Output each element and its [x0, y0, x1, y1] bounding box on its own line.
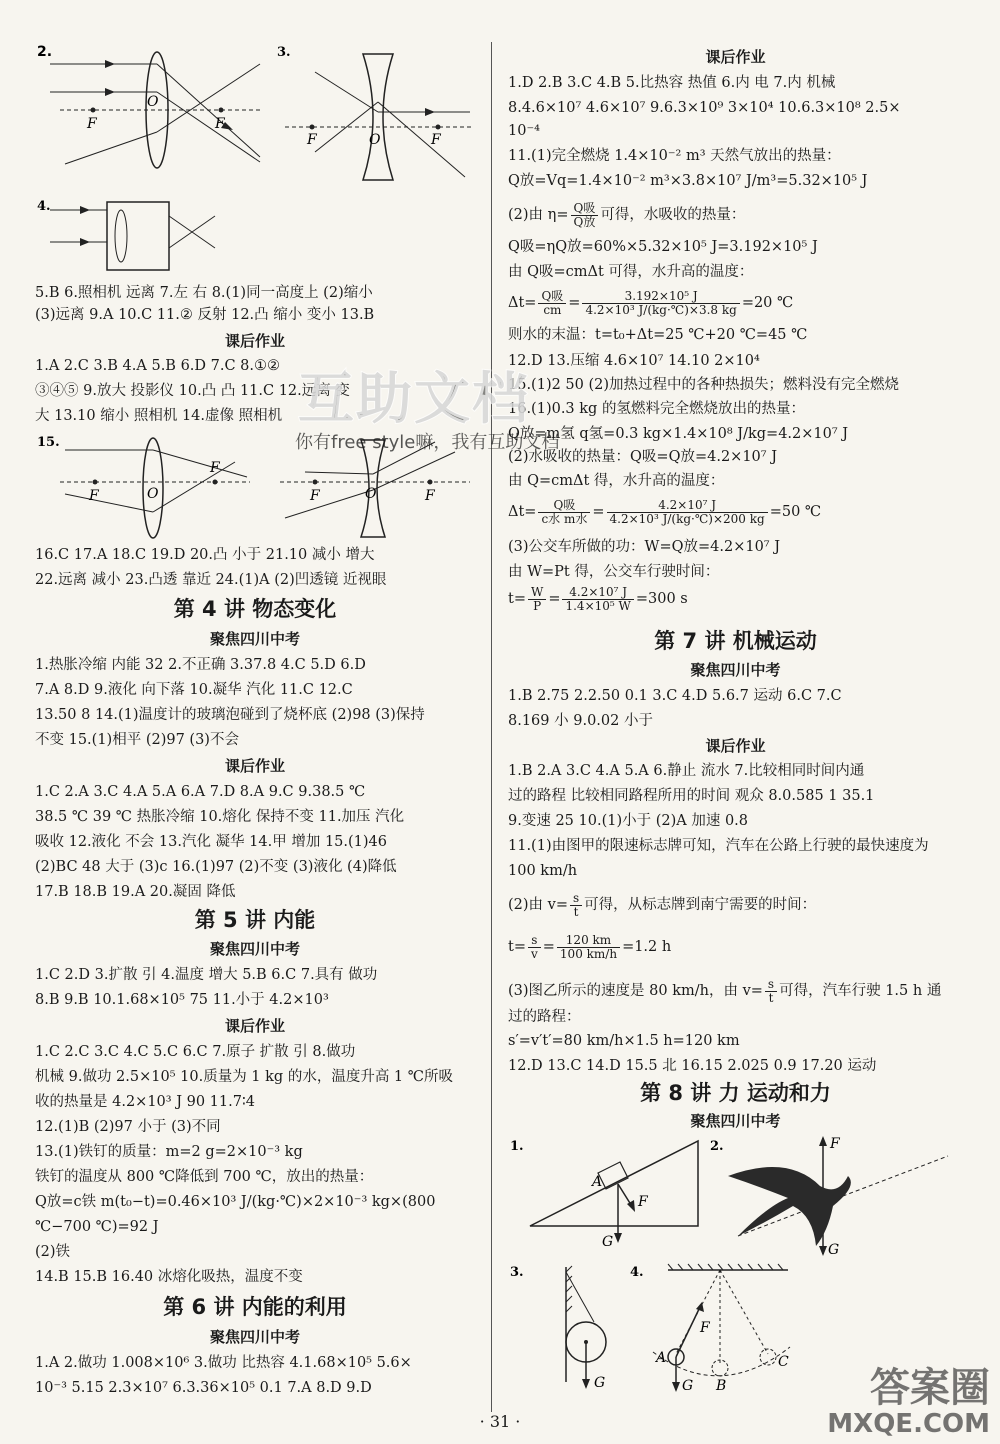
svg-text:F: F [215, 116, 225, 132]
figure-pendulum [628, 1262, 828, 1397]
text-line: 13.50 8 14.(1)温度计的玻璃泡碰到了烧杯底 (2)98 (3)保持 [35, 707, 425, 723]
text-line: 100 km/h [508, 863, 578, 879]
text-line: 由 W=Pt 得，公交车行驶时间： [508, 564, 720, 580]
text-line: (2)水吸收的热量：Q吸=Q放=4.2×10⁷ J [508, 449, 778, 465]
text-line: 铁钉的温度从 800 ℃降低到 700 ℃，放出的热量： [35, 1169, 374, 1185]
watermark-logo: 互助文档 [298, 367, 530, 432]
svg-text:A: A [656, 1350, 667, 1366]
formula-line: t= $\frac{W}{P}$ = $\frac{\text{4.2×10⁷ J}}{\text{1.4×10⁵ W}}$ =300 s [508, 584, 688, 613]
svg-text:O: O [147, 486, 159, 502]
text-line: (2)BC 48 大于 (3)c 16.(1)97 (2)不变 (3)液化 (4)降低 [35, 859, 397, 875]
text-line: (3)远离 9.A 10.C 11.② 反射 12.凸 缩小 变小 13.B [35, 307, 375, 323]
svg-text:2.: 2. [710, 1139, 724, 1154]
column-divider [491, 42, 492, 1412]
page-number: · 31 · [479, 1412, 521, 1431]
text-line: Q放=m氢 q氢=0.3 kg×1.4×10⁸ J/kg=4.2×10⁷ J [508, 426, 849, 442]
text-line: 1.C 2.D 3.扩散 引 4.温度 增大 5.B 6.C 7.具有 做功 [35, 967, 378, 983]
figure-swallow [708, 1136, 958, 1261]
text-line: 1.D 2.B 3.C 4.B 5.比热容 热值 6.内 电 7.内 机械 [508, 75, 836, 91]
svg-text:4.: 4. [37, 199, 51, 214]
svg-text:F: F [830, 1136, 840, 1152]
text-line: Q放=Vq=1.4×10⁻² m³×3.8×10⁷ J/m³=5.32×10⁵ J [508, 173, 868, 189]
text-line: Q放=c铁 m(t₀−t)=0.46×10³ J/(kg·℃)×2×10⁻³ kg×(800 [35, 1194, 436, 1210]
figure-convex-lens-q2 [35, 42, 265, 172]
section-heading: 课后作业 [224, 1017, 285, 1035]
section-heading: 聚焦四川中考 [209, 630, 300, 648]
formula-line: t= $\frac{s}{v}$ = $\frac{120 km}{100 km/h}$ =1.2 h [508, 932, 672, 961]
text-line: 10⁻⁴ [508, 123, 540, 139]
q2-label: 2. [37, 44, 53, 60]
text-line: 则水的末温：t=t₀+Δt=25 ℃+20 ℃=45 ℃ [508, 327, 808, 343]
text-line: 5.B 6.照相机 远离 7.左 右 8.(1)同一高度上 (2)缩小 [35, 285, 373, 301]
text-line: 15.(1)2 50 (2)加热过程中的各种热损失；燃料没有完全燃烧 [508, 377, 900, 393]
text-line: 机械 9.做功 2.5×10⁵ 10.质量为 1 kg 的水，温度升高 1 ℃所吸 [35, 1069, 453, 1085]
text-line: (3)公交车所做的功：W=Q放=4.2×10⁷ J [508, 539, 781, 555]
svg-text:O: O [369, 132, 381, 148]
text-line: 8.B 9.B 10.1.68×10⁵ 75 11.小于 4.2×10³ [35, 992, 329, 1008]
text-line: 不变 15.(1)相平 (2)97 (3)不会 [35, 732, 239, 748]
figure-hanging-ball [508, 1262, 618, 1397]
text-line: 10⁻³ 5.15 2.3×10⁷ 6.3.36×10⁵ 0.1 7.A 8.D 9.D [35, 1380, 372, 1396]
figure-lens-box-q4 [35, 196, 245, 276]
text-line: 1.A 2.做功 1.008×10⁶ 3.做功 比热容 4.1.68×10⁵ 5.6× [35, 1355, 412, 1371]
svg-text:F: F [307, 132, 317, 148]
svg-text:A: A [592, 1174, 603, 1190]
text-line: 17.B 18.B 19.A 20.凝固 降低 [35, 884, 236, 900]
text-line: 16.C 17.A 18.C 19.D 20.凸 小于 21.10 减小 增大 [35, 547, 375, 563]
text-line: 1.热胀冷缩 内能 32 2.不正确 3.37.8 4.C 5.D 6.D [35, 657, 366, 673]
formula-line: Δt= $\frac{\text{Q吸}}{cm}$ = $\frac{\text{3.192×10⁵ J}}{\text{4.2×10³ J/(kg·℃)×3.8 kg}}$ =20 ℃ [508, 288, 794, 317]
svg-text:F: F [310, 488, 320, 504]
chapter-title: 第 8 讲 力 运动和力 [640, 1081, 831, 1105]
svg-text:C: C [778, 1354, 789, 1370]
formula-line: (3)图乙所示的速度是 80 km/h，由 v= $\frac{s}{t}$ 可得，汽车行驶 1.5 h 通 [508, 976, 942, 1005]
text-line: 13.(1)铁钉的质量：m=2 g=2×10⁻³ kg [35, 1144, 303, 1160]
section-heading: 课后作业 [224, 332, 285, 350]
svg-text:G: G [828, 1242, 840, 1258]
text-line: 11.(1)由图甲的限速标志牌可知，汽车在公路上行驶的最快速度为 [508, 838, 929, 854]
svg-text:15.: 15. [37, 435, 60, 450]
text-line: 12.D 13.压缩 4.6×10⁷ 14.10 2×10⁴ [508, 353, 760, 369]
svg-text:F: F [89, 488, 99, 504]
text-line: 11.(1)完全燃烧 1.4×10⁻² m³ 天然气放出的热量： [508, 148, 841, 164]
svg-text:O: O [365, 486, 377, 502]
section-heading: 聚焦四川中考 [690, 1112, 781, 1130]
text-line: 1.C 2.C 3.C 4.C 5.C 6.C 7.原子 扩散 引 8.做功 [35, 1044, 356, 1060]
chapter-title: 第 7 讲 机械运动 [654, 629, 817, 653]
text-line: 38.5 ℃ 39 ℃ 热胀冷缩 10.熔化 保持不变 11.加压 汽化 [35, 809, 405, 825]
figure-block-on-incline [508, 1136, 708, 1251]
text-line: 1.B 2.A 3.C 4.A 5.A 6.静止 流水 7.比较相同时间内通 [508, 763, 865, 779]
svg-text:F: F [700, 1320, 710, 1336]
svg-text:F: F [431, 132, 441, 148]
svg-text:G: G [602, 1234, 614, 1250]
svg-text:F: F [638, 1194, 648, 1210]
chapter-title: 第 6 讲 内能的利用 [163, 1295, 347, 1319]
text-line: 由 Q=cmΔt 得，水升高的温度： [508, 473, 725, 489]
svg-text:F: F [425, 488, 435, 504]
text-line: ℃−700 ℃)=92 J [35, 1219, 159, 1235]
text-line: 12.(1)B (2)97 小于 (3)不同 [35, 1119, 221, 1135]
chapter-title: 第 4 讲 物态变化 [173, 597, 337, 621]
chapter-title: 第 5 讲 内能 [194, 908, 316, 932]
svg-text:F: F [87, 116, 97, 132]
figure-concave-lens-q3 [275, 42, 475, 182]
text-line: 收的热量是 4.2×10³ J 90 11.7∶4 [35, 1094, 255, 1110]
svg-text:4.: 4. [630, 1265, 644, 1280]
text-line: (2)铁 [35, 1244, 71, 1260]
svg-text:F: F [210, 460, 220, 476]
text-line: 16.(1)0.3 kg 的氢燃料完全燃烧放出的热量： [508, 401, 805, 417]
section-heading: 聚焦四川中考 [209, 1328, 300, 1346]
text-line: ③④⑤ 9.放大 投影仪 10.凸 凸 11.C 12.远离 变 [35, 383, 350, 399]
text-line: 1.C 2.A 3.C 4.A 5.A 6.A 7.D 8.A 9.C 9.38.5 ℃ [35, 784, 366, 800]
svg-text:3.: 3. [277, 45, 291, 60]
formula-line: (2)由 η= $\frac{\text{Q吸}}{\text{Q放}}$ 可得，水吸收的热量： [508, 200, 746, 229]
svg-text:1.: 1. [510, 1139, 524, 1154]
section-heading: 聚焦四川中考 [690, 661, 781, 679]
text-line: Q吸=ηQ放=60%×5.32×10⁵ J=3.192×10⁵ J [508, 239, 818, 255]
text-line: 吸收 12.液化 不会 13.汽化 凝华 14.甲 增加 15.(1)46 [35, 834, 387, 850]
svg-text:G: G [682, 1378, 694, 1394]
formula-line: (2)由 v= $\frac{s}{t}$ 可得，从标志牌到南宁需要的时间： [508, 890, 817, 919]
text-line: 8.4.6×10⁷ 4.6×10⁷ 9.6.3×10⁹ 3×10⁴ 10.6.3×10⁸ 2.5× [508, 100, 901, 116]
text-line: 14.B 15.B 16.40 冰熔化吸热，温度不变 [35, 1269, 303, 1285]
watermark-corner: 答案圈 MXQE.COM [827, 1365, 990, 1439]
text-line: 8.169 小 9.0.02 小于 [508, 713, 653, 729]
text-line: 过的路程： [508, 1009, 581, 1025]
section-heading: 聚焦四川中考 [209, 940, 300, 958]
text-line: 由 Q吸=cmΔt 可得，水升高的温度： [508, 264, 754, 280]
svg-text:O: O [147, 94, 159, 110]
text-line: 过的路程 比较相同路程所用的时间 观众 8.0.585 1 35.1 [508, 788, 875, 804]
section-heading: 课后作业 [224, 757, 285, 775]
text-line: 1.A 2.C 3.B 4.A 5.B 6.D 7.C 8.①② [35, 358, 281, 374]
svg-text:3.: 3. [510, 1265, 524, 1280]
text-line: 7.A 8.D 9.液化 向下落 10.凝华 汽化 11.C 12.C [35, 682, 353, 698]
svg-text:G: G [594, 1375, 606, 1391]
text-line: 大 13.10 缩小 照相机 14.虚像 照相机 [35, 408, 283, 424]
text-line: 12.D 13.C 14.D 15.5 北 16.15 2.025 0.9 17.20 运动 [508, 1058, 877, 1074]
text-line: 9.变速 25 10.(1)小于 (2)A 加速 0.8 [508, 813, 748, 829]
section-heading: 课后作业 [705, 48, 766, 66]
text-line: 1.B 2.75 2.2.50 0.1 3.C 4.D 5.6.7 运动 6.C 7.C [508, 688, 842, 704]
formula-line: Δt= $\frac{\text{Q吸}}{\text{c水 m水}}$ = $\frac{\text{4.2×10⁷ J}}{\text{4.2×10³ J/(kg·℃)×200 kg}}$ =50 ℃ [508, 497, 822, 526]
text-line: s′=v′t′=80 km/h×1.5 h=120 km [508, 1033, 740, 1049]
watermark-slogan: 你有free style嘛，我有互助文档 [295, 432, 560, 453]
section-heading: 课后作业 [705, 737, 766, 755]
text-line: 22.远离 减小 23.凸透 靠近 24.(1)A (2)凹透镜 近视眼 [35, 572, 387, 588]
svg-text:B: B [716, 1378, 727, 1394]
